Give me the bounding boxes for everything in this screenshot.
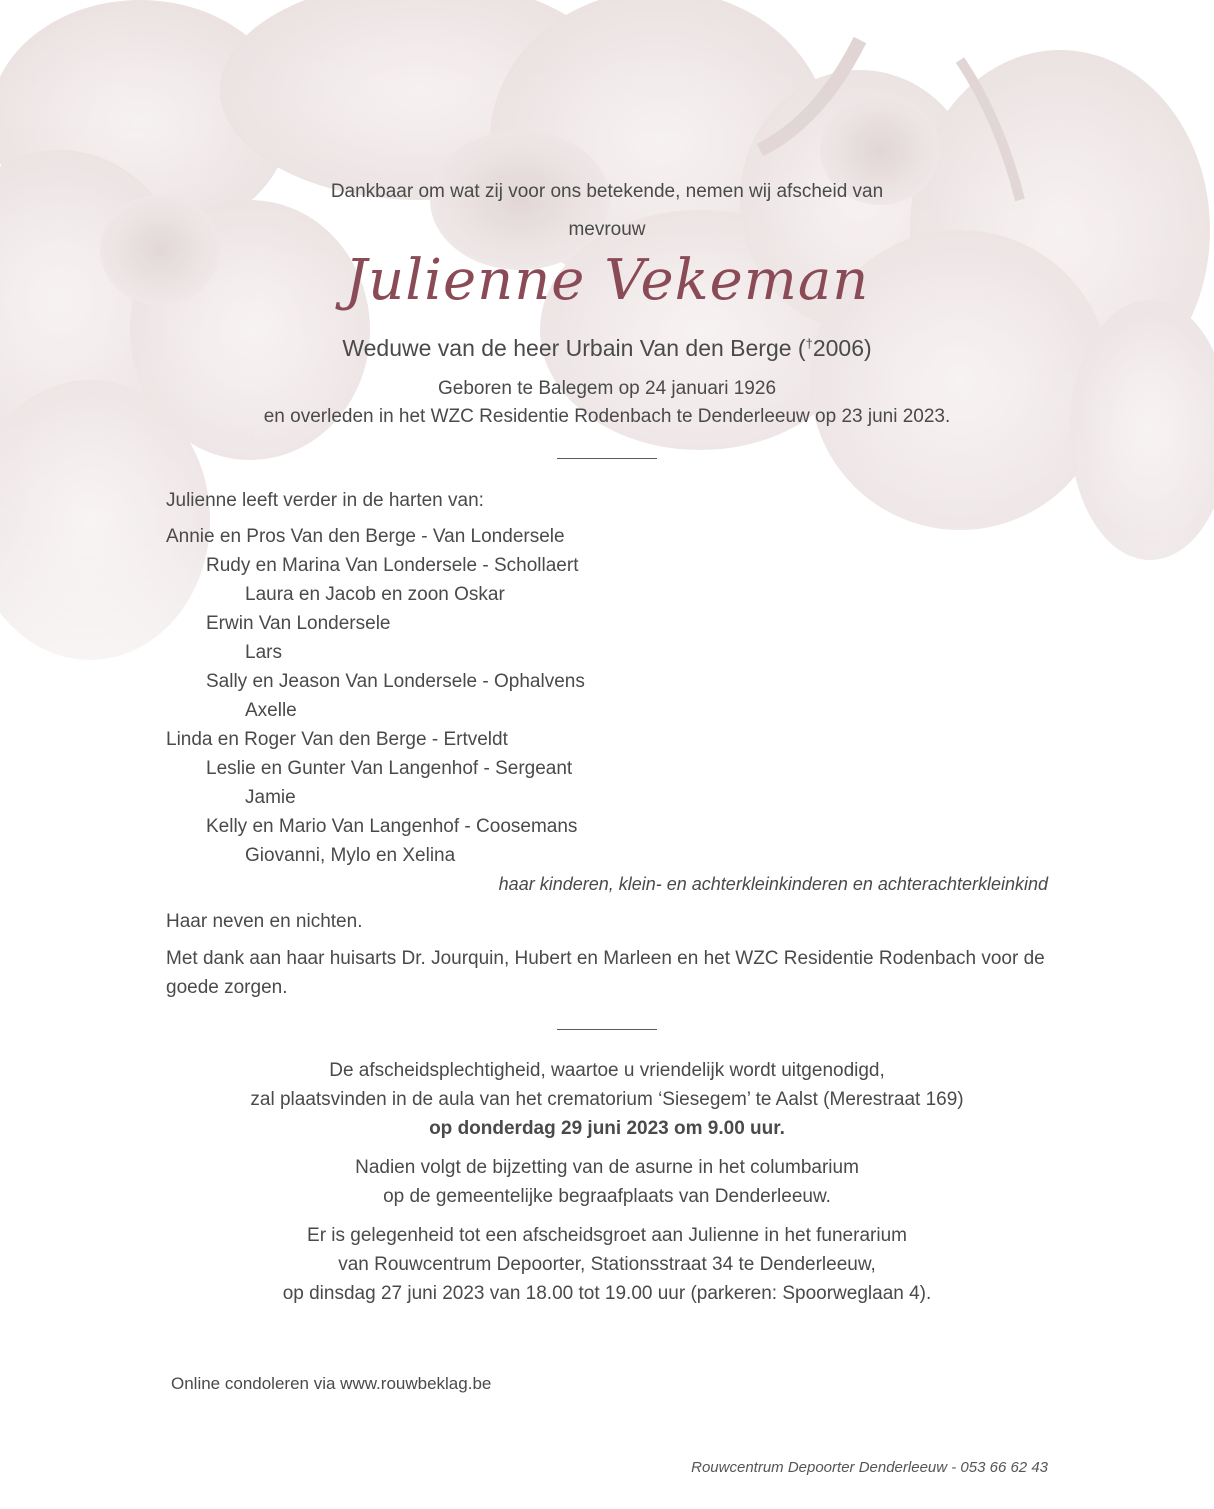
death-line: en overleden in het WZC Residentie Rodenbach te Denderleeuw op 23 juni 2023.: [263, 406, 951, 427]
widow-line: [0, 330, 1214, 362]
visit-line: op dinsdag 27 juni 2023 van 18.00 tot 19.00 uur (parkeren: Spoorweglaan 4).: [282, 1283, 932, 1304]
widow-year: 2006): [812, 335, 872, 361]
family-line: Sally en Jeason Van Londersele - Ophalvens: [206, 671, 585, 692]
funeral-home-footer: Rouwcentrum Depoorter Denderleeuw - 053 66 62 43: [691, 1459, 1048, 1476]
mourners-list: [166, 486, 585, 870]
family-line: Erwin Van Londersele: [206, 613, 391, 634]
family-line: Jamie: [245, 787, 296, 808]
family-line: Linda en Roger Van den Berge - Ertveldt: [166, 729, 508, 750]
urn-line: Nadien volgt de bijzetting van de asurne in het columbarium: [355, 1157, 859, 1178]
mourners-heading: Julienne leeft verder in de harten van:: [166, 490, 484, 511]
visit-line: van Rouwcentrum Depoorter, Stationsstraat 34 te Denderleeuw,: [338, 1254, 876, 1275]
ceremony-line: De afscheidsplechtigheid, waartoe u vriendelijk wordt uitgenodigd,: [329, 1060, 885, 1081]
online-condolence: Online condoleren via www.rouwbeklag.be: [171, 1374, 492, 1393]
thanks-paragraph: Met dank aan haar huisarts Dr. Jourquin, Hubert en Marleen en het WZC Residentie Rodenbach voor de goede zorgen.: [166, 948, 1045, 998]
closing-remarks: [166, 907, 1048, 1010]
family-line: Axelle: [245, 700, 297, 721]
family-group-label: haar kinderen, klein- en achterkleinkinderen en achterachterkleinkind: [498, 874, 1048, 894]
family-line: Kelly en Mario Van Langenhof - Coosemans: [206, 816, 578, 837]
life-dates: [0, 375, 1214, 431]
family-line: Rudy en Marina Van Londersele - Schollaert: [206, 555, 579, 576]
family-line: Lars: [245, 642, 282, 663]
intro-line: Dankbaar om wat zij voor ons betekende, nemen wij afscheid van: [330, 181, 884, 202]
family-line: Giovanni, Mylo en Xelina: [245, 845, 456, 866]
nephews-line: Haar neven en nichten.: [166, 911, 363, 932]
cross-symbol: †: [805, 336, 813, 351]
ceremony-line: zal plaatsvinden in de aula van het crematorium ‘Siesegem’ te Aalst (Merestraat 169): [250, 1089, 964, 1110]
deceased-name: Julienne Vekeman: [344, 248, 870, 313]
widow-text: Weduwe van de heer Urbain Van den Berge (: [342, 335, 806, 361]
divider: [557, 1029, 657, 1030]
divider: [557, 458, 657, 459]
ceremony-date: op donderdag 29 juni 2023 om 9.00 uur.: [429, 1118, 785, 1139]
family-line: Leslie en Gunter Van Langenhof - Sergeant: [206, 758, 573, 779]
ceremony-info: [0, 1056, 1214, 1318]
family-line: Annie en Pros Van den Berge - Van Londersele: [166, 526, 565, 547]
birth-line: Geboren te Balegem op 24 januari 1926: [437, 378, 777, 399]
urn-line: op de gemeentelijke begraafplaats van Denderleeuw.: [383, 1186, 831, 1207]
honorific: mevrouw: [568, 219, 646, 240]
family-line: Laura en Jacob en zoon Oskar: [245, 584, 505, 605]
visit-line: Er is gelegenheid tot een afscheidsgroet aan Julienne in het funerarium: [307, 1225, 907, 1246]
